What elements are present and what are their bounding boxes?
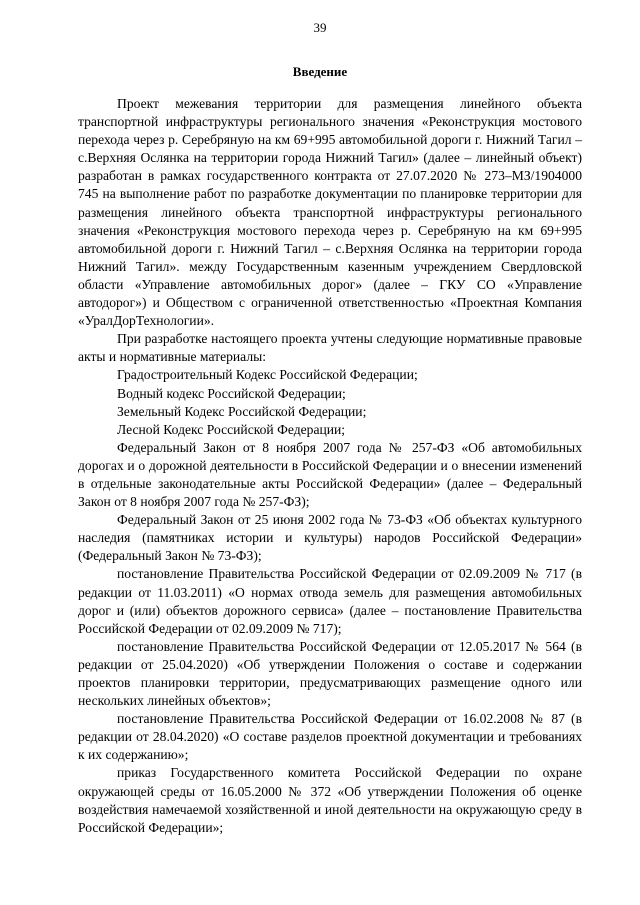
list-item-act: постановление Правительства Российской Федерации от 12.05.2017 № 564 (в редакции от 25.04.2020) «Об утверждении Положения о составе и содержании проектов планировки территории, предусматривающих размещение одного или нескольких линейных объектов»; <box>78 638 582 709</box>
list-item-act: Земельный Кодекс Российской Федерации; <box>117 403 367 419</box>
list-item-act: Градостроительный Кодекс Российской Федерации; <box>117 367 418 383</box>
list-item-act: постановление Правительства Российской Федерации от 16.02.2008 № 87 (в редакции от 28.04.2020) «О составе разделов проектной документации и требованиях к их содержанию»; <box>78 711 582 763</box>
list-item-act: Федеральный Закон от 8 ноября 2007 года № 257-ФЗ «Об автомобильных дорогах и о дорожной деятельности в Российской Федерации и о внесении изменений в отдельные законодательные акты Российской Федерации» (далее – Федеральный Закон от 8 ноября 2007 года № 257-ФЗ); <box>78 439 582 510</box>
list-item-act: приказ Государственного комитета Российской Федерации по охране окружающей среды от 16.05.2000 № 372 «Об утверждении Положения об оценке воздействия намечаемой хозяйственной и иной деятельности на окружающую среду в Российской Федерации»; <box>78 765 582 835</box>
list-item-act: Водный кодекс Российской Федерации; <box>117 385 346 401</box>
list-item-act: постановление Правительства Российской Федерации от 02.09.2009 № 717 (в редакции от 11.03.2011) «О нормах отвода земель для размещения автомобильных дорог и (или) объектов дорожного сервиса» (далее – постановление Правительства Российской Федерации от 02.09.2009 № 717); <box>78 566 582 636</box>
section-title: Введение <box>292 64 348 79</box>
list-item-act: Федеральный Закон от 25 июня 2002 года № 73-ФЗ «Об объектах культурного наследия (памятниках истории и культуры) народов Российской Федерации» (Федеральный Закон № 73-ФЗ); <box>78 512 582 564</box>
page-number: 39 <box>313 20 327 35</box>
paragraph-acts-intro: При разработке настоящего проекта учтены следующие нормативные правовые акты и нормативные материалы: <box>78 331 582 365</box>
paragraph-intro: Проект межевания территории для размещения линейного объекта транспортной инфраструктуры регионального значения «Реконструкция мостового перехода через р. Серебряную на км 69+995 автомобильной дороги г. Нижний Тагил – с.Верхняя Ослянка на территории города Нижний Тагил» (далее – линейный объект) разработан в рамках государственного контракта от 27.07.2020 № 273–МЗ/1904000 745 на выполнение работ по разработке документации по планировке территории для размещения линейного объекта транспортной инфраструктуры регионального значения «Реконструкция мостового перехода через р. Серебряную на км 69+995 автомобильной дороги г. Нижний Тагил – с.Верхняя Ослянка на территории города Нижний Тагил». между Государственным казенным учреждением Свердловской области «Управление автомобильных дорог» (далее – ГКУ СО «Управление автодорог») и Обществом с ограниченной ответственностью «Проектная Компания «УралДорТехнологии». <box>78 96 582 329</box>
list-item-act: Лесной Кодекс Российской Федерации; <box>117 421 346 437</box>
document-body <box>78 95 582 837</box>
